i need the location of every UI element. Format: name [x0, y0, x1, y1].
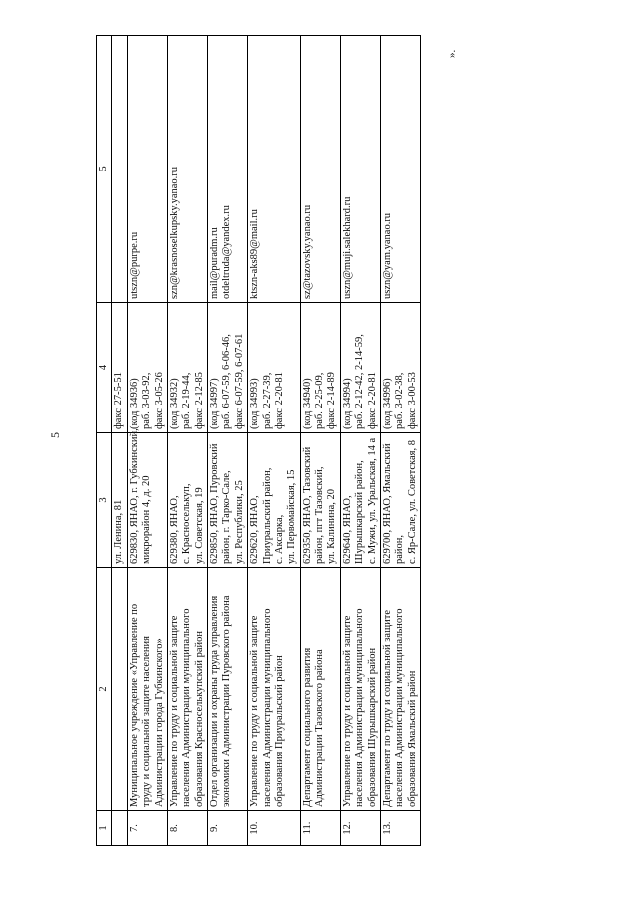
cell-phone-line: раб. 2-19-44,: [181, 372, 193, 429]
cell-address-line: микрорайон 4, д. 20: [141, 475, 153, 564]
cell-org-line: Отдел организации и охраны труда управления: [209, 595, 220, 807]
cell-org: [248, 568, 301, 811]
table-row: [127, 36, 167, 846]
cell-phone-line: (код 34940): [301, 378, 313, 429]
cell-address-line: Шурышкарский район,: [354, 460, 366, 564]
column-header: 4: [97, 303, 112, 433]
cell-phone-line: раб. 6-07-59, 6-06-46,: [221, 334, 233, 429]
cell-org: [127, 568, 167, 811]
cell-org-line: населения Администрации муниципального: [181, 608, 193, 807]
cell-address: [380, 433, 420, 568]
cell-address-line: с. Красноселькуп,: [181, 483, 193, 564]
cell-address-line: 629620, ЯНАО,: [249, 495, 261, 564]
cell-email: [380, 36, 420, 303]
cell-address: [208, 433, 248, 568]
cell-org-line: Муниципальное учреждение «Управление по: [128, 603, 140, 807]
column-header: 2: [97, 568, 112, 811]
column-header: 1: [97, 811, 112, 846]
cell-org-line: Администрации города Губкинского»: [153, 638, 165, 807]
cell-num: 8.: [167, 811, 207, 846]
cell-address: [127, 428, 167, 568]
cell-address-line: район, пгт Тазовский,: [314, 466, 325, 564]
cell-address: [340, 433, 380, 568]
cell-address-line: ул. Советская, 19: [193, 487, 205, 564]
cell-org: [300, 568, 340, 811]
cell-num: [112, 811, 127, 846]
cell-phone: [167, 303, 207, 433]
cell-phone-line: факс 2-12-85: [193, 372, 205, 429]
cell-address-line: район, г. Тарко-Сале,: [221, 470, 233, 564]
cell-address-line: с. Аксарка,: [273, 514, 285, 564]
cell-phone: [340, 303, 380, 433]
cell-org-line: Управление по труду и социальной защите: [341, 615, 353, 807]
cell-address-line: ул. Первомайская, 15: [286, 469, 298, 564]
cell-org: [167, 568, 207, 811]
cell-org-line: Департамент социального развития: [301, 647, 313, 807]
cell-email: [127, 36, 167, 303]
cell-phone-line: факс 2-20-81: [273, 372, 285, 429]
cell-org-line: населения Администрации муниципального: [261, 608, 273, 807]
cell-org-line: Администрации Тазовского района: [314, 649, 325, 807]
cell-email-line: uszn@yam.yanao.ru: [381, 212, 393, 299]
cell-email-line: ktszn-aks89@mail.ru: [249, 209, 261, 299]
cell-org-line: образования Приуральский район: [273, 655, 285, 807]
cell-address-line: с. Мужи, ул. Уральская, 14 а: [366, 437, 378, 564]
table-row: [248, 36, 301, 846]
cell-phone: факс 27-5-51: [112, 303, 127, 433]
table-row: [208, 36, 248, 846]
cell-phone: [127, 303, 167, 433]
cell-email: [167, 36, 207, 303]
cell-org-line: населения Администрации муниципального: [354, 608, 366, 807]
cell-phone-line: раб. 2-12-42, 2-14-59,: [354, 334, 366, 429]
cell-org: [112, 568, 127, 811]
cell-email: [300, 36, 340, 303]
column-header: 3: [97, 433, 112, 568]
cell-phone-line: факс 6-07-59, 6-07-61: [233, 333, 245, 429]
cell-phone-line: раб. 2-25-09,: [314, 372, 325, 429]
cell-phone-line: факс 3-00-53: [406, 372, 418, 429]
cell-phone: [248, 303, 301, 433]
continuation-row: [112, 36, 127, 846]
table-row: [340, 36, 380, 846]
cell-address: [300, 433, 340, 568]
cell-phone-line: (код 34932): [168, 378, 180, 429]
cell-phone-line: раб. 2-27-39,: [261, 372, 273, 429]
cell-email: [248, 36, 301, 303]
cell-address-line: 629700, ЯНАО, Ямальский: [381, 443, 393, 564]
cell-phone-line: раб. 3-03-92,: [141, 372, 153, 429]
cell-address-line: 629350, ЯНАО, Тазовский: [301, 446, 313, 564]
cell-phone-line: (код 34936): [128, 378, 140, 429]
cell-address-line: ул. Калинина, 20: [326, 488, 338, 564]
cell-org-line: образования Ямальский район: [406, 670, 418, 807]
table-row: [167, 36, 207, 846]
cell-email-line: utszn@purpe.ru: [128, 231, 140, 299]
cell-org-line: образования Красноселькупский район: [193, 630, 205, 807]
column-number-header-row: [97, 36, 112, 846]
cell-org: [208, 568, 248, 811]
cell-phone-line: раб. 3-02-38,: [394, 372, 406, 429]
cell-email: [208, 36, 248, 303]
cell-phone-line: (код 34997): [209, 378, 220, 429]
cell-org-line: Управление по труду и социальной защите: [249, 615, 261, 807]
cell-email-line: szn@krasnoselkupsky.yanao.ru: [168, 166, 180, 299]
corner-mark: ».: [446, 49, 458, 58]
cell-phone: [300, 303, 340, 433]
cell-num: 9.: [208, 811, 248, 846]
cell-phone-line: (код 34993): [249, 378, 261, 429]
cell-address-line: 629640, ЯНАО,: [341, 495, 353, 564]
cell-org: [380, 568, 420, 811]
cell-phone: [208, 303, 248, 433]
cell-address-line: Приуральский район,: [261, 467, 273, 564]
cell-address-line: 629850, ЯНАО, Пуровский: [209, 443, 220, 564]
cell-phone-line: (код 34994): [341, 378, 353, 429]
table-row: [300, 36, 340, 846]
contacts-table-container: [96, 36, 452, 846]
cell-email: [112, 36, 127, 303]
page-number: 5: [48, 432, 62, 438]
cell-phone-line: факс 2-14-89: [326, 372, 338, 429]
cell-phone-line: факс 3-05-26: [153, 372, 165, 429]
table-row: [380, 36, 420, 846]
cell-address-line: 629830, ЯНАО, г. Губкинский,: [128, 428, 140, 564]
cell-address-line: с. Яр-Сале, ул. Советская, 8: [406, 440, 418, 564]
cell-address-line: район,: [394, 534, 406, 564]
column-header: 5: [97, 36, 112, 303]
cell-address-line: ул. Республики, 25: [233, 480, 245, 564]
cell-org-line: Управление по труду и социальной защите: [168, 615, 180, 807]
cell-num: 7.: [127, 811, 167, 846]
cell-email-line: mail@puradm.ru: [209, 227, 220, 299]
contacts-table: [96, 35, 421, 846]
cell-address: ул. Ленина, 81: [112, 433, 127, 568]
cell-org-line: образования Шурышкарский район: [366, 647, 378, 807]
cell-address: [248, 433, 301, 568]
cell-num: 12.: [340, 811, 380, 846]
cell-num: 10.: [248, 811, 301, 846]
cell-email-line: otdeltruda@yandex.ru: [221, 205, 233, 299]
cell-phone-line: (код 34996): [381, 378, 393, 429]
cell-phone-line: факс 2-20-81: [366, 372, 378, 429]
table-body: [112, 36, 421, 846]
cell-num: 11.: [300, 811, 340, 846]
cell-email: [340, 36, 380, 303]
cell-email-line: uszn@muji.salekhard.ru: [341, 196, 353, 299]
cell-num: 13.: [380, 811, 420, 846]
cell-org-line: экономики Администрации Пуровского района: [221, 595, 233, 807]
cell-address: [167, 433, 207, 568]
cell-org-line: труду и социальной защите населения: [141, 635, 153, 807]
cell-org: [340, 568, 380, 811]
cell-org-line: Департамент по труду и социальной защите: [381, 609, 393, 807]
cell-phone: [380, 303, 420, 433]
cell-org-line: населения Администрации муниципального: [394, 608, 406, 807]
cell-address-line: 629380, ЯНАО,: [168, 495, 180, 564]
cell-email-line: sz@tazovsky.yanao.ru: [301, 204, 313, 299]
